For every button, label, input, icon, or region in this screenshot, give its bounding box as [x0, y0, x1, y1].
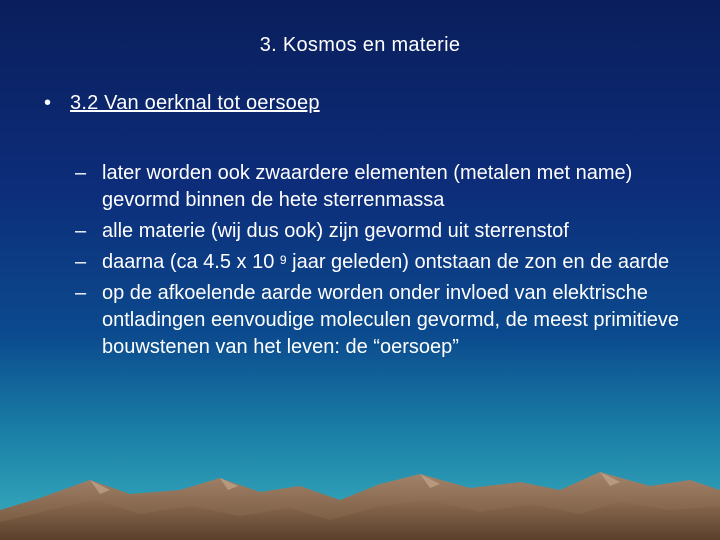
list-item-text	[102, 249, 695, 276]
bullet-glyph: •	[44, 92, 52, 114]
dash-glyph: –	[75, 162, 87, 184]
list-item-text: later worden ook zwaardere elementen (metalen met name) gevormd binnen de hete sterrenmassa	[102, 162, 633, 211]
dash-glyph: –	[75, 251, 87, 273]
list-item	[75, 218, 695, 245]
list-item-text: op de afkoelende aarde worden onder invloed van elektrische ontladingen eenvoudige moleculen gevormd, de meest primitieve bouwstenen van het leven: de “oersoep”	[102, 282, 680, 358]
slide-title: 3. Kosmos en materie	[259, 34, 461, 56]
mountain-range-illustration	[0, 450, 720, 540]
list-item	[75, 249, 695, 276]
text-before-superscript: daarna (ca 4.5 x 10	[102, 251, 280, 273]
section-heading: 3.2 Van oerknal tot oersoep	[70, 92, 320, 114]
list-item-text: alle materie (wij dus ook) zijn gevormd uit sterrenstof	[102, 220, 569, 242]
text-after-superscript: jaar geleden) ontstaan de zon en de aarde	[286, 251, 670, 273]
dash-glyph: –	[75, 220, 87, 242]
subitem-list	[75, 160, 695, 365]
list-item	[75, 160, 695, 214]
dash-glyph: –	[75, 282, 87, 304]
main-bullet	[44, 92, 320, 115]
list-item	[75, 280, 695, 361]
superscript: 9	[279, 253, 287, 267]
